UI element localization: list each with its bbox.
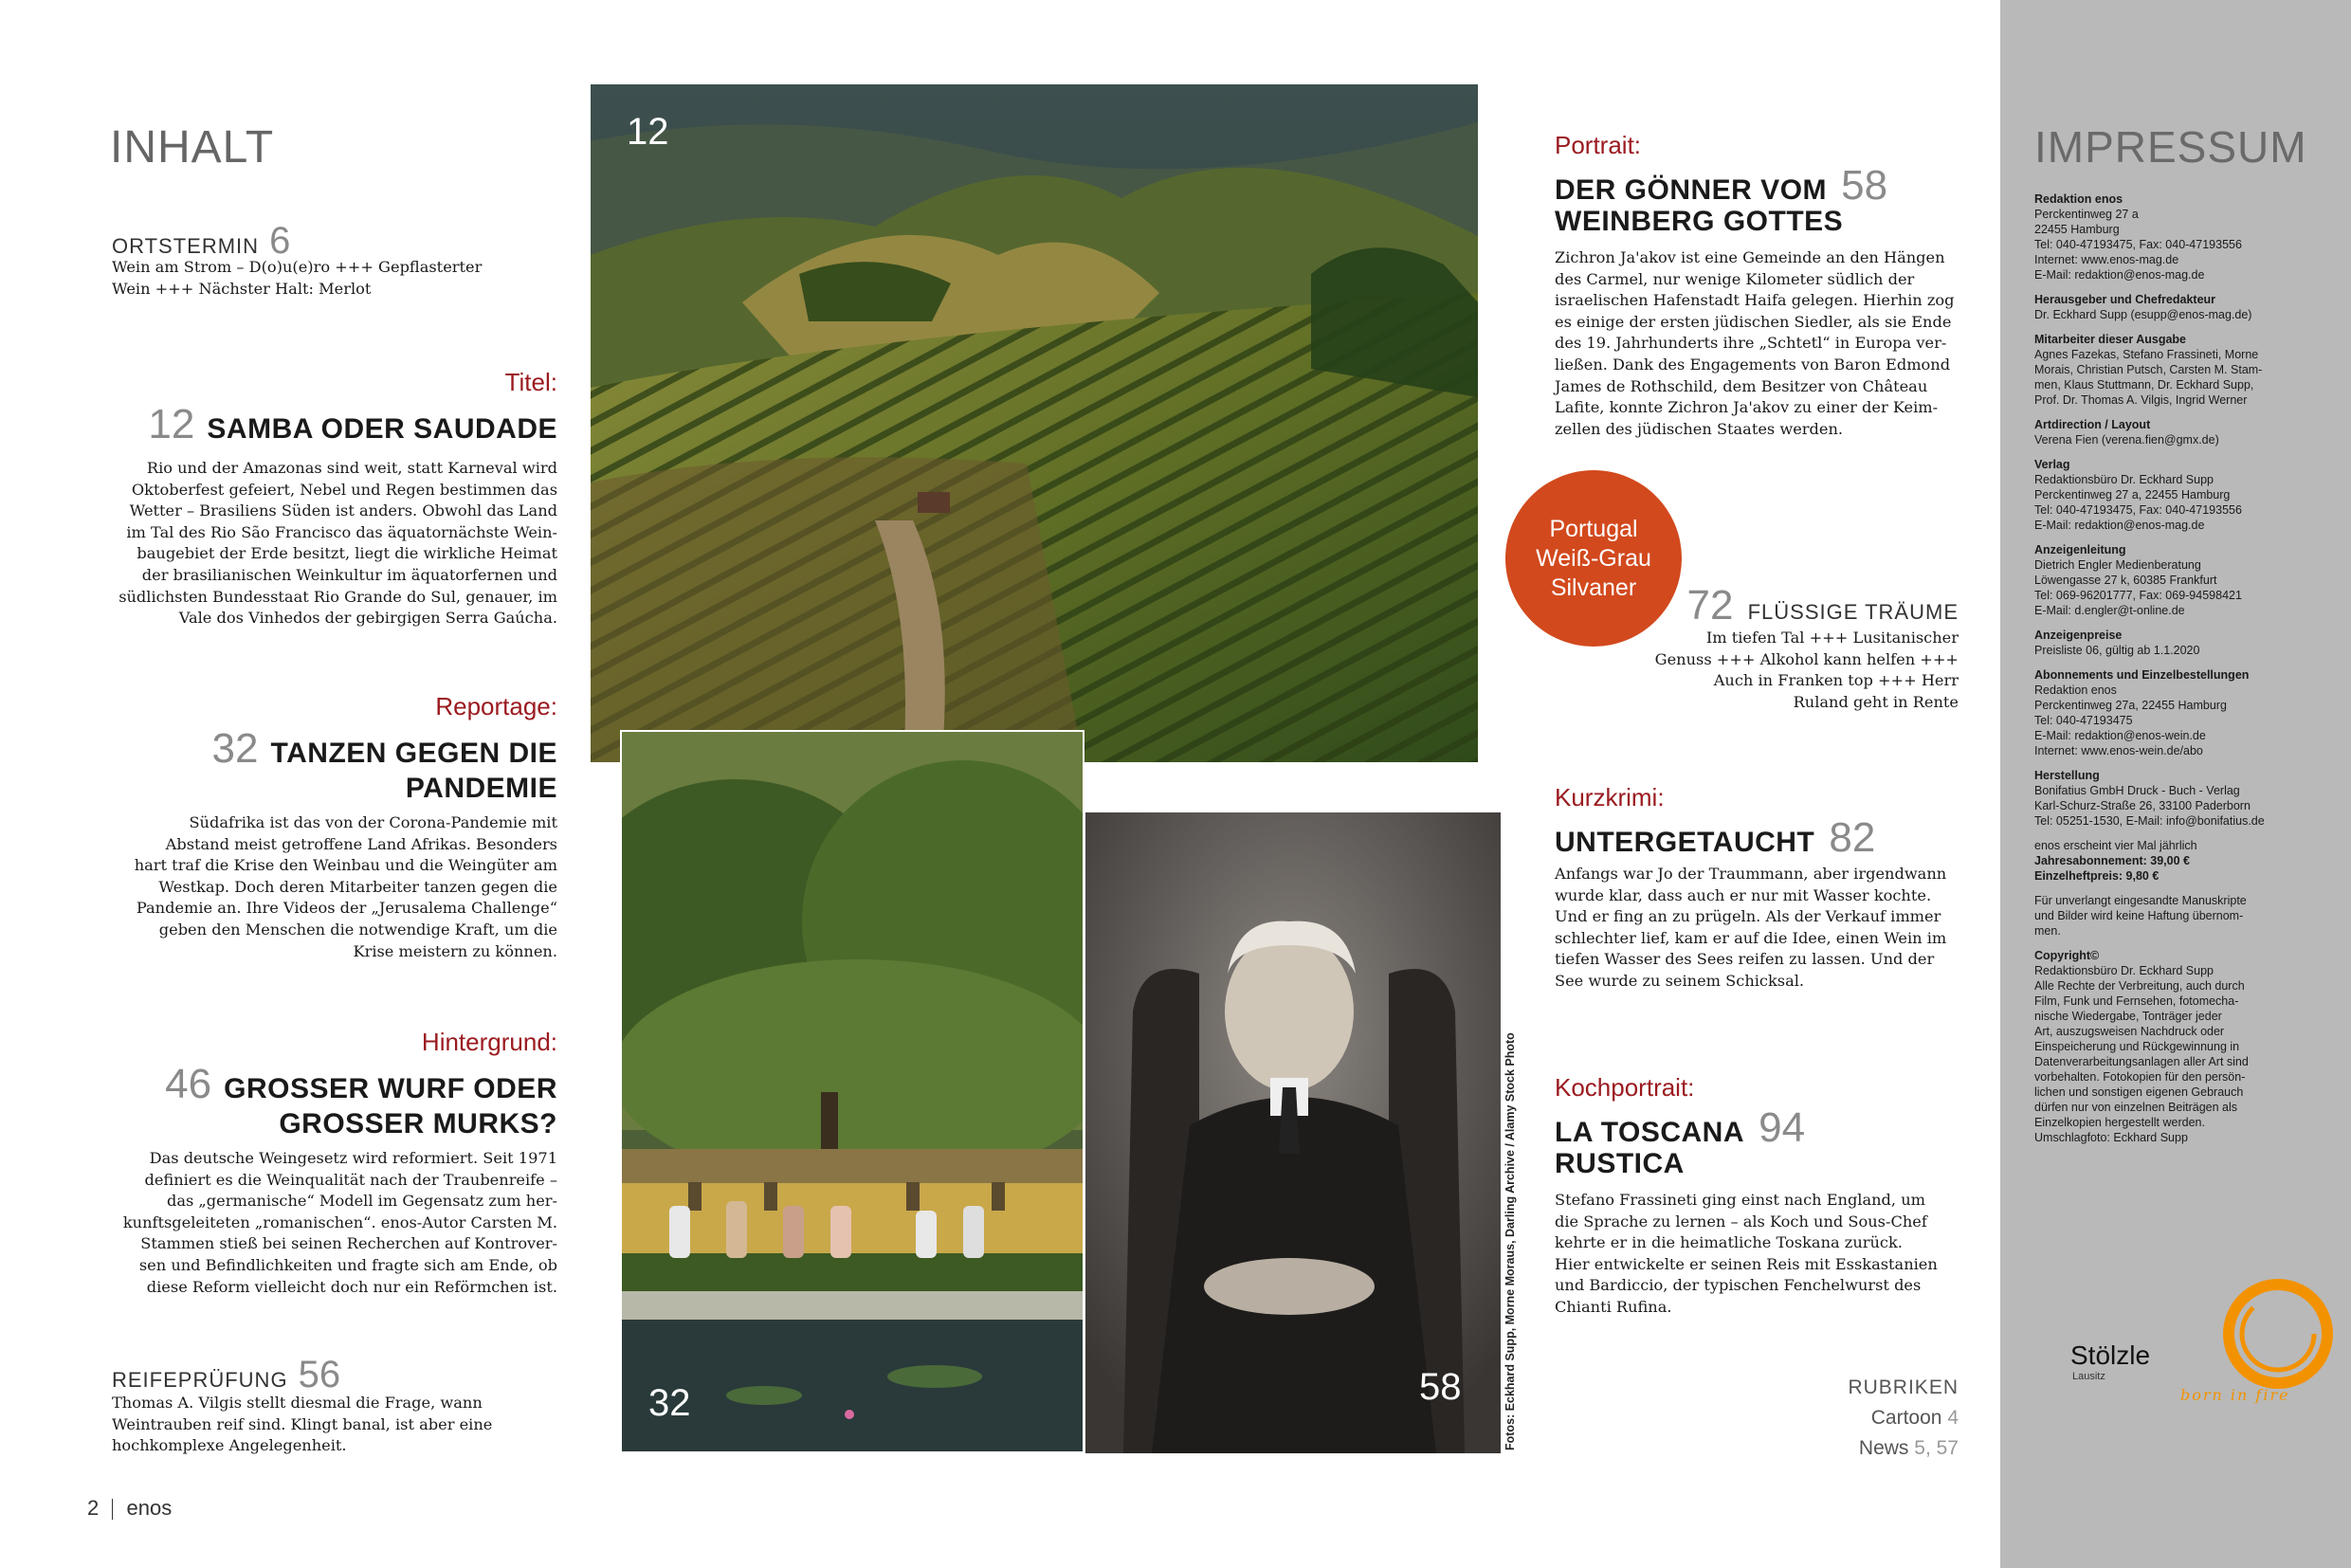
impressum-line: Tel: 069-96201777, Fax: 069-94598421 bbox=[2034, 589, 2242, 602]
titel-entry[interactable] bbox=[95, 368, 557, 629]
impressum-block-head: Redaktion enos bbox=[2034, 192, 2123, 206]
fluessig-entry[interactable] bbox=[1555, 582, 1959, 713]
impressum-line: Internet: www.enos-mag.de bbox=[2034, 253, 2179, 266]
impressum-line: Prof. Dr. Thomas A. Vilgis, Ingrid Werner bbox=[2034, 393, 2248, 407]
logo-sub: Lausitz bbox=[2072, 1371, 2105, 1382]
reifepruefung-entry[interactable] bbox=[112, 1354, 567, 1457]
portrait-headline: DER GÖNNER VOM bbox=[1555, 174, 1828, 206]
impressum-block bbox=[2034, 768, 2338, 829]
impressum-block-head: Mitarbeiter dieser Ausgabe bbox=[2034, 333, 2187, 346]
photo-credit: Fotos: Eckhard Supp, Morne Moraus, Darling Archive / Alamy Stock Photo bbox=[1504, 1032, 1517, 1450]
ortstermin-label: ORTSTERMIN bbox=[112, 234, 260, 258]
impressum-line: Preisliste 06, gültig ab 1.1.2020 bbox=[2034, 644, 2200, 657]
reifepruefung-text: Thomas A. Vilgis stellt diesmal die Frage, wann Weintrauben reif sind. Klingt banal, ist aber eine hochkomplexe Angelegenheit. bbox=[112, 1394, 493, 1455]
logo-name: Stölzle bbox=[2070, 1340, 2151, 1370]
impressum-line: Verena Fien (verena.fien@gmx.de) bbox=[2034, 433, 2219, 447]
kochportrait-entry[interactable] bbox=[1555, 1073, 1962, 1319]
impressum-pricing bbox=[2034, 838, 2338, 884]
impressum-line: Datenverarbeitungsanlagen aller Art sind bbox=[2034, 1055, 2249, 1068]
portrait-kicker: Portrait: bbox=[1555, 131, 1642, 159]
impressum-line: enos erscheint vier Mal jährlich bbox=[2034, 839, 2197, 852]
impressum-block bbox=[2034, 417, 2338, 447]
impressum-block-head: Artdirection / Layout bbox=[2034, 418, 2151, 431]
impressum-line: nische Wiedergabe, Tonträger jeder bbox=[2034, 1010, 2222, 1023]
rubriken-section bbox=[1706, 1373, 1959, 1464]
reportage-page: 32 bbox=[211, 725, 259, 772]
reifepruefung-label: REIFEPRÜFUNG bbox=[112, 1368, 288, 1392]
hintergrund-page: 46 bbox=[165, 1061, 212, 1107]
portrait-entry[interactable] bbox=[1555, 131, 1962, 440]
ortstermin-entry[interactable] bbox=[112, 220, 567, 300]
impressum-line: Tel: 040-47193475, Fax: 040-47193556 bbox=[2034, 238, 2242, 251]
folio-magazine-name: enos bbox=[126, 1496, 173, 1520]
impressum-haftung bbox=[2034, 893, 2338, 939]
impressum-line: E-Mail: d.engler@t-online.de bbox=[2034, 604, 2185, 617]
impressum-line: Redaktionsbüro Dr. Eckhard Supp bbox=[2034, 473, 2214, 486]
impressum-line: Tel: 040-47193475, Fax: 040-47193556 bbox=[2034, 503, 2242, 517]
impressum-block-head: Herstellung bbox=[2034, 769, 2100, 782]
impressum-line: Jahresabonnement: 39,00 € bbox=[2034, 854, 2190, 867]
hintergrund-kicker: Hintergrund: bbox=[421, 1028, 557, 1056]
kurzkrimi-headline: UNTERGETAUCHT bbox=[1555, 827, 1815, 858]
ortstermin-text: Wein am Strom – D(o)u(e)ro +++ Gepflasterter Wein +++ Nächster Halt: Merlot bbox=[112, 258, 483, 298]
kochportrait-headline-2: RUSTICA bbox=[1555, 1148, 1685, 1179]
impressum-line: Perckentinweg 27 a, 22455 Hamburg bbox=[2034, 488, 2231, 501]
impressum-block-head: Abonnements und Einzelbestellungen bbox=[2034, 668, 2250, 682]
impressum-line: men, Klaus Stuttmann, Dr. Eckhard Supp, bbox=[2034, 378, 2254, 392]
impressum-line: lichen und sonstigen eigenen Gebrauch bbox=[2034, 1085, 2244, 1099]
impressum-line: men. bbox=[2034, 924, 2061, 938]
contents-title: INHALT bbox=[110, 122, 275, 173]
vineyard-photo bbox=[591, 84, 1478, 762]
impressum-line: und Bilder wird keine Haftung übernom- bbox=[2034, 909, 2244, 922]
impressum-line: Bonifatius GmbH Druck - Buch - Verlag bbox=[2034, 784, 2240, 797]
kochportrait-kicker: Kochportrait: bbox=[1555, 1073, 1695, 1102]
impressum-line: Für unverlangt eingesandte Manuskripte bbox=[2034, 894, 2247, 907]
impressum-block bbox=[2034, 457, 2338, 533]
kurzkrimi-entry[interactable] bbox=[1555, 783, 1962, 993]
impressum-line: Dr. Eckhard Supp (esupp@enos-mag.de) bbox=[2034, 308, 2252, 321]
impressum-line: Art, auszugsweisen Nachdruck oder bbox=[2034, 1025, 2225, 1038]
logo-tagline: born in fire bbox=[2180, 1386, 2290, 1404]
badge-line-2: Weiß-Grau bbox=[1536, 544, 1651, 572]
reifepruefung-page: 56 bbox=[298, 1354, 341, 1395]
portrait-page: 58 bbox=[1841, 162, 1888, 209]
impressum-block bbox=[2034, 292, 2338, 322]
impressum-line: Dietrich Engler Medienberatung bbox=[2034, 558, 2201, 572]
hintergrund-headline-2: GROSSER MURKS? bbox=[279, 1108, 557, 1140]
portrait-text: Zichron Ja'akov ist eine Gemeinde an den Hängen des Carmel, nur wenige Kilometer südlich der israelischen Hafenstadt Haifa gelegen. Hierhin zog es einige der ersten jüdischen Siedler, als sie Ende des 19. Jahrhunderts ihre „Schtetl“ in Europa ver- ließen. Dank des Engagements von Baron Edmond James de Rothschild, dem Besitzer von Château Lafite, konnte Zichron Ja'akov zu einer der Keim- zellen des jüdischen Staates werden. bbox=[1555, 248, 1955, 438]
impressum-block-head: Herausgeber und Chefredakteur bbox=[2034, 293, 2216, 306]
impressum-line: E-Mail: redaktion@enos-mag.de bbox=[2034, 519, 2205, 532]
impressum-block-head: Verlag bbox=[2034, 458, 2070, 471]
stoelzle-ring-icon bbox=[2216, 1272, 2340, 1395]
hintergrund-entry[interactable] bbox=[95, 1028, 557, 1298]
impressum-block-head: Anzeigenpreise bbox=[2034, 629, 2123, 642]
rubriken-label: RUBRIKEN bbox=[1848, 1377, 1959, 1398]
impressum-block-head: Anzeigenleitung bbox=[2034, 543, 2126, 556]
reportage-headline: TANZEN GEGEN DIE bbox=[270, 738, 557, 769]
hintergrund-headline: GROSSER WURF ODER bbox=[224, 1073, 557, 1104]
portrait-photo-page: 58 bbox=[1419, 1366, 1462, 1408]
impressum-panel bbox=[2000, 0, 2351, 1568]
impressum-block bbox=[2034, 667, 2338, 758]
dancers-photo bbox=[620, 730, 1084, 1453]
impressum-line: E-Mail: redaktion@enos-wein.de bbox=[2034, 729, 2206, 742]
impressum-line: Tel: 040-47193475 bbox=[2034, 714, 2133, 727]
impressum-line: Einzelkopien hergestellt werden. bbox=[2034, 1116, 2205, 1129]
hintergrund-text: Das deutsche Weingesetz wird reformiert. Seit 1971 definiert es die Weinqualität nach der Traubenreife – das „germanische“ Modell im Gegensatz zum her- kunftsgeleiteten „romanischen“. enos-Autor Carsten M. Stammen stieß bei seinen Recherchen auf Kontrover- sen und Befindlichkeiten und fragte sich am Ende, ob diese Reform vielleicht doch nur ein Reförmchen ist. bbox=[122, 1149, 557, 1296]
impressum-line: Redaktionsbüro Dr. Eckhard Supp bbox=[2034, 964, 2214, 977]
impressum-title: IMPRESSUM bbox=[2034, 122, 2307, 172]
reportage-headline-2: PANDEMIE bbox=[405, 773, 557, 804]
impressum-line: vorbehalten. Fotokopien für den persön- bbox=[2034, 1070, 2246, 1084]
kochportrait-page: 94 bbox=[1759, 1104, 1806, 1151]
impressum-line: Redaktion enos bbox=[2034, 684, 2117, 697]
impressum-line: Perckentinweg 27 a bbox=[2034, 208, 2139, 221]
impressum-line: Agnes Fazekas, Stefano Frassineti, Morne bbox=[2034, 348, 2259, 361]
impressum-line: Perckentinweg 27a, 22455 Hamburg bbox=[2034, 699, 2227, 712]
portrait-photo bbox=[1085, 812, 1501, 1453]
badge-line-3: Silvaner bbox=[1550, 574, 1637, 601]
titel-headline: SAMBA ODER SAUDADE bbox=[207, 413, 557, 445]
titel-kicker: Titel: bbox=[504, 368, 557, 396]
impressum-line: Film, Funk und Fernsehen, fotomecha- bbox=[2034, 994, 2239, 1008]
page-folio bbox=[87, 1496, 172, 1521]
reportage-text: Südafrika ist das von der Corona-Pandemie mit Abstand meist getroffene Land Afrikas. Besonders hart traf die Krise den Weinbau und die Weingüter am Westkap. Doch deren Mitarbeiter tanzen gegen die Pandemie an. Ihre Videos der „Jerusalema Challenge“ geben den Menschen die notwendige Kraft, um die Krise meistern zu können. bbox=[134, 813, 557, 960]
impressum-block bbox=[2034, 332, 2338, 408]
dancers-photo-page: 32 bbox=[648, 1382, 691, 1424]
impressum-line: Internet: www.enos-wein.de/abo bbox=[2034, 744, 2203, 757]
ortstermin-page: 6 bbox=[269, 220, 291, 262]
fluessig-page: 72 bbox=[1686, 582, 1734, 629]
badge-line-1: Portugal bbox=[1549, 515, 1638, 542]
impressum-line: Karl-Schurz-Straße 26, 33100 Paderborn bbox=[2034, 799, 2251, 812]
impressum-line: Tel: 05251-1530, E-Mail: info@bonifatius.de bbox=[2034, 814, 2265, 828]
impressum-line: 22455 Hamburg bbox=[2034, 223, 2120, 236]
fluessig-text: Im tiefen Tal +++ Lusitanischer Genuss +++ Alkohol kann helfen +++ Auch in Franken top +++ Herr Ruland geht in Rente bbox=[1654, 629, 1959, 711]
impressum-line: Einspeicherung und Rückgewinnung in bbox=[2034, 1040, 2240, 1053]
impressum-line: dürfen nur von einzelnen Beiträgen als bbox=[2034, 1101, 2238, 1114]
kurzkrimi-text: Anfangs war Jo der Traummann, aber irgendwann wurde klar, dass auch er nur mit Wasser kochte. Und er fing an zu prügeln. Als der Verkauf immer schlechter lief, kam er auf die Idee, einen Wein im tiefen Wasser des Sees reifen zu lassen. Und der See wurde zu seinem Schicksal. bbox=[1555, 865, 1947, 990]
kochportrait-text: Stefano Frassineti ging einst nach England, um die Sprache zu lernen – als Koch und Sous-Chef kehrte er in die heimatliche Toskana zurück. Hier entwickelte er seinen Reis mit Esskastanien und Bardiccio, der typischen Fenchelwurst des Chianti Rufina. bbox=[1555, 1191, 1938, 1316]
impressum-line: Löwengasse 27 k, 60385 Frankfurt bbox=[2034, 574, 2217, 587]
impressum-line: Morais, Christian Putsch, Carsten M. Stam- bbox=[2034, 363, 2263, 376]
vineyard-photo-page: 12 bbox=[627, 111, 669, 153]
impressum-blocks bbox=[2034, 191, 2338, 1145]
impressum-copyright bbox=[2034, 948, 2338, 1145]
kochportrait-headline: LA TOSCANA bbox=[1555, 1117, 1744, 1148]
titel-page: 12 bbox=[148, 401, 195, 447]
kurzkrimi-kicker: Kurzkrimi: bbox=[1555, 783, 1665, 811]
impressum-block bbox=[2034, 628, 2338, 658]
titel-text: Rio und der Amazonas sind weit, statt Karneval wird Oktoberfest gefeiert, Nebel und Regen bestimmen das Wetter – Brasiliens Süden ist anders. Obwohl das Land im Tal des Rio São Francisco das äquatornächste Wein- baugebiet der Erde besitzt, liegt die wirkliche Heimat der brasilianischen Weinkultur im äquatorfernen und südlichsten Bundesstaat Rio Grande do Sul, genauer, im Vale dos Vinhedos der gebirgigen Serra Gaúcha. bbox=[118, 459, 557, 628]
fluessig-label: FLÜSSIGE TRÄUME bbox=[1747, 600, 1959, 624]
impressum-block-head: Copyright© bbox=[2034, 949, 2100, 962]
impressum-line: E-Mail: redaktion@enos-mag.de bbox=[2034, 268, 2205, 282]
impressum-block bbox=[2034, 542, 2338, 618]
impressum-line: Einzelheftpreis: 9,80 € bbox=[2034, 869, 2160, 883]
rubriken-item-cartoon[interactable]: Cartoon 4 bbox=[1870, 1407, 1959, 1429]
reportage-entry[interactable] bbox=[95, 692, 557, 962]
impressum-line: Umschlagfoto: Eckhard Supp bbox=[2034, 1131, 2188, 1144]
impressum-block bbox=[2034, 191, 2338, 283]
rubriken-item-news[interactable]: News 5, 57 bbox=[1858, 1437, 1959, 1459]
stoelzle-logo bbox=[2070, 1272, 2345, 1414]
impressum-line: Alle Rechte der Verbreitung, auch durch bbox=[2034, 979, 2245, 993]
kurzkrimi-page: 82 bbox=[1829, 814, 1876, 861]
reportage-kicker: Reportage: bbox=[435, 692, 557, 720]
folio-page-number: 2 bbox=[87, 1496, 100, 1520]
portrait-headline-2: WEINBERG GOTTES bbox=[1555, 206, 1844, 237]
